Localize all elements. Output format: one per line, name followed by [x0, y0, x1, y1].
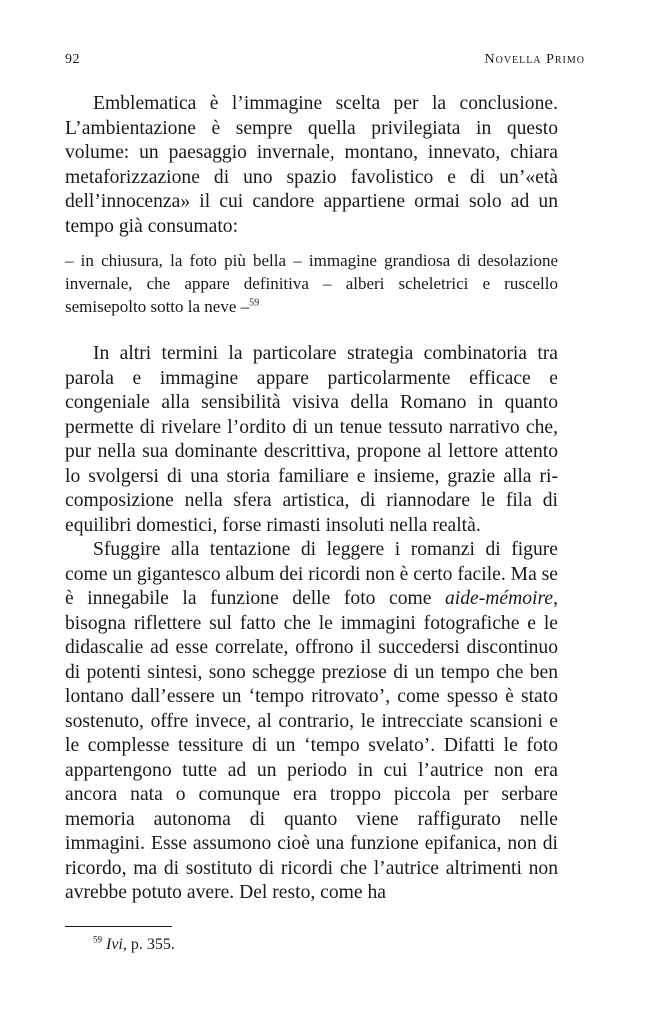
page-number: 92 — [65, 52, 80, 67]
body-text — [65, 92, 558, 906]
paragraph-1: Emblematica è l’immagine scelta per la conclusione. L’ambientazione è sempre quella privilegiata in questo volume: un paesaggio invernale, montano, innevato, chiara metaforizzazione di uno spazio favolistico e di un’«età dell’innocenza» il cui candore appartiene ormai solo ad un tempo già consumato: — [65, 93, 558, 237]
paragraph-3-part-b: , bisogna riflettere sul fatto che le immagini fotografiche e le didascalie ad esse correlate, offrono il succedersi discontinuo di potenti sintesi, sono schegge preziose di un tempo che ben lontano dall’essere un ‘tempo ritrovato’, come spesso è stato sostenuto, offre invece, al contrario, le intrecciate scansioni e le complesse tessiture di un ‘tempo svelato’. Difatti le foto appartengono tutte ad un periodo in cui l’autrice non era ancora nata o comunque era troppo piccola per serbare memoria autonoma di quanto viene raffigurato nelle immagini. Esse assumono cioè una funzione epifanica, non di ricordo, ma di sostituto di ricordi che l’autrice altrimenti non avrebbe potuto avere. Del resto, come ha — [65, 588, 558, 903]
block-quote — [65, 249, 558, 318]
block-quote-text: – in chiusura, la foto più bella – immagine grandiosa di desolazione invernale, che appare definitiva – alberi scheletrici e ruscello semisepolto sotto la neve – — [65, 251, 558, 316]
paragraph-2: In altri termini la particolare strategia combinatoria tra parola e immagine appare particolarmente efficace e congeniale alla sensibilità visiva della Romano in quanto permette di rivelare l’ordito di un tenue tessuto narrativo che, pur nella sua dominante descrittiva, propone al lettore attento lo svolgersi di una storia familiare e insieme, grazie alla ri-composizione nella sfera artistica, di riannodare le fila di equilibri domestici, forse rimasti insoluti nella realtà. — [65, 343, 558, 536]
footnote-separator — [65, 926, 172, 927]
footnote-59 — [93, 935, 175, 955]
footnote-citation: , p. 355. — [122, 936, 175, 953]
footnote-source: Ivi — [106, 936, 123, 953]
page-header — [65, 52, 585, 72]
paragraph-3-part-a: Sfuggire alla tentazione di leggere i romanzi di figure come un gigantesco album dei ricordi non è certo facile. Ma se è innegabile la funzione delle foto come — [65, 539, 558, 609]
paragraph-3-italic-term: aide-mémoire — [445, 588, 554, 609]
footnote-number: 59 — [93, 934, 102, 945]
paragraph-3 — [65, 538, 558, 906]
running-title: Novella Primo — [484, 52, 585, 67]
footnote-reference: 59 — [249, 297, 260, 309]
